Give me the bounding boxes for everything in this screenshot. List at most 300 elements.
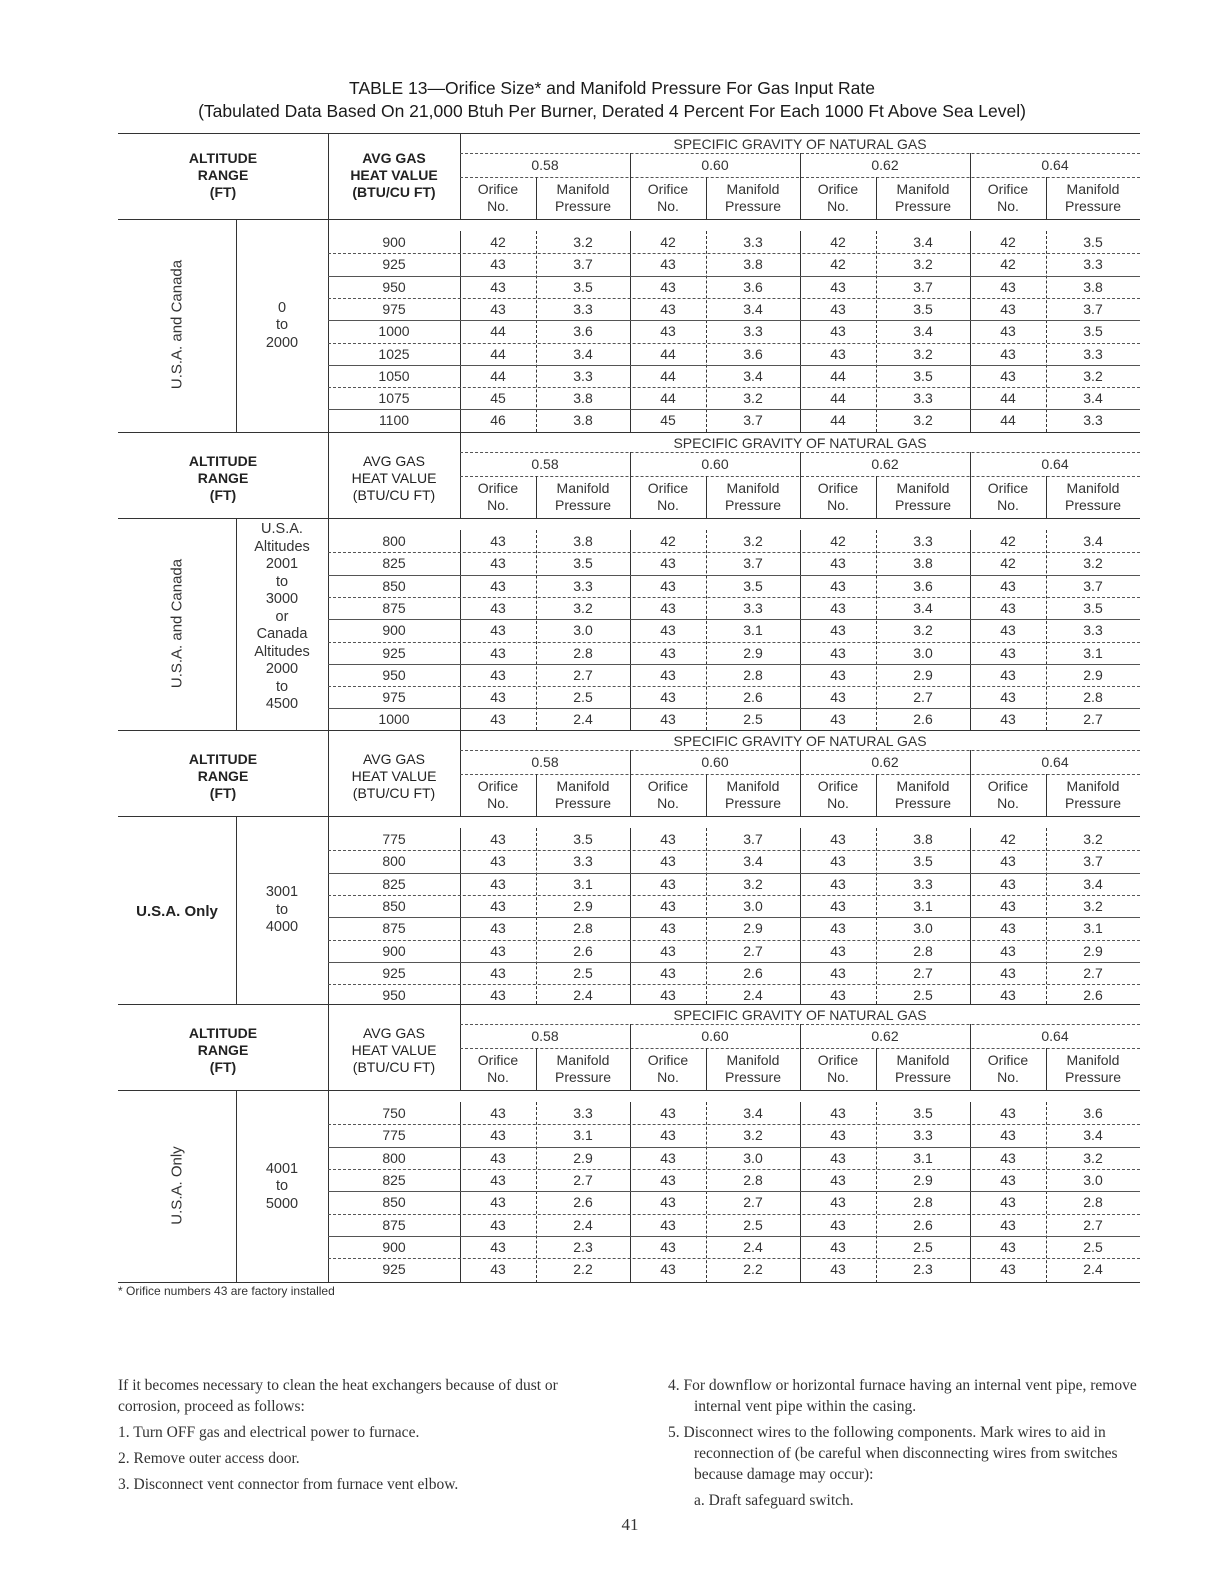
manifold-pressure-cell: 3.5 (913, 853, 933, 870)
orifice-cell: 43 (660, 987, 676, 1004)
manifold-pressure-cell: 2.7 (743, 942, 763, 959)
step-3: 3. Disconnect vent connector from furnace vent elbow. (118, 1476, 459, 1493)
orifice-cell: 43 (830, 1261, 846, 1278)
manifold-pressure-cell: 2.9 (1083, 666, 1103, 683)
manifold-pressure-cell: 3.2 (1083, 831, 1103, 847)
manifold-pressure-cell: 3.7 (1083, 577, 1103, 594)
orifice-cell: 42 (830, 533, 846, 549)
gravity-value: 0.62 (871, 456, 899, 472)
manifold-pressure-cell: 3.4 (1083, 533, 1103, 549)
altitude-range-line: 5000 (265, 1195, 299, 1212)
manifold-pressure-cell: 2.9 (913, 1171, 933, 1188)
orifice-subheader-line: Orifice (477, 1052, 519, 1068)
table-section (118, 1004, 1140, 1283)
manifold-subheader (536, 1052, 630, 1086)
manifold-pressure-cell: 3.1 (573, 875, 593, 892)
altitude-header-line: ALTITUDE (188, 751, 258, 767)
orifice-cell: 43 (830, 278, 846, 295)
orifice-cell: 43 (1000, 622, 1016, 639)
orifice-subheader-line: Orifice (647, 1052, 689, 1068)
manifold-pressure-cell: 3.2 (573, 234, 593, 250)
page-number: 41 (621, 1515, 639, 1534)
altitude-range-line: to (275, 901, 289, 918)
gravity-value: 0.58 (531, 754, 559, 770)
manifold-pressure-cell: 3.8 (913, 555, 933, 572)
orifice-cell: 43 (660, 1149, 676, 1166)
altitude-header-line: RANGE (197, 1042, 249, 1058)
manifold-subheader (1046, 1052, 1140, 1086)
gravity-value: 0.62 (871, 157, 899, 173)
orifice-cell: 44 (490, 367, 506, 384)
manifold-pressure-cell: 3.3 (1083, 256, 1103, 273)
gravity-value: 0.58 (531, 1028, 559, 1044)
gravity-value: 0.58 (531, 456, 559, 472)
manifold-subheader-line: Manifold (726, 1052, 780, 1068)
heat-value-cell: 900 (382, 1238, 406, 1255)
orifice-cell: 43 (830, 942, 846, 959)
orifice-cell: 43 (830, 897, 846, 914)
orifice-cell: 43 (490, 599, 506, 616)
manifold-pressure-cell: 2.9 (573, 1149, 593, 1166)
step-5a: a. Draft safeguard switch. (694, 1492, 854, 1509)
altitude-range-line: Altitudes (254, 538, 310, 555)
orifice-cell: 43 (490, 853, 506, 870)
altitude-range-line: to (275, 678, 289, 695)
manifold-pressure-cell: 3.3 (1083, 622, 1103, 639)
orifice-cell: 43 (1000, 1105, 1016, 1121)
orifice-subheader-line: Orifice (987, 778, 1029, 794)
altitude-header-line: RANGE (197, 167, 249, 183)
specific-gravity-heading: SPECIFIC GRAVITY OF NATURAL GAS (673, 435, 927, 451)
manifold-pressure-cell: 2.9 (1083, 942, 1103, 959)
orifice-subheader-line: Orifice (817, 1052, 859, 1068)
orifice-cell: 43 (830, 1149, 846, 1166)
heat-header-line: (BTU/CU FT) (352, 1059, 436, 1075)
manifold-pressure-cell: 3.5 (573, 831, 593, 847)
manifold-pressure-cell: 3.7 (573, 256, 593, 273)
orifice-cell: 43 (660, 278, 676, 295)
gravity-value: 0.64 (1041, 754, 1069, 770)
manifold-pressure-cell: 3.6 (913, 577, 933, 594)
orifice-cell: 43 (1000, 1149, 1016, 1166)
orifice-cell: 43 (490, 644, 506, 661)
orifice-subheader (630, 778, 706, 812)
section-data (118, 816, 1140, 1004)
orifice-cell: 43 (830, 1238, 846, 1255)
orifice-cell: 43 (660, 942, 676, 959)
manifold-subheader-line: Pressure (894, 198, 952, 214)
orifice-subheader (630, 181, 706, 215)
orifice-cell: 43 (490, 897, 506, 914)
manifold-pressure-cell: 3.4 (1083, 1127, 1103, 1144)
manifold-pressure-cell: 3.2 (573, 599, 593, 616)
orifice-cell: 43 (1000, 1127, 1016, 1144)
orifice-cell: 42 (830, 256, 846, 273)
orifice-cell: 43 (1000, 987, 1016, 1004)
altitude-header-line: ALTITUDE (188, 1025, 258, 1041)
manifold-subheader-line: Pressure (1064, 497, 1122, 513)
section-header (118, 133, 1140, 219)
manifold-pressure-cell: 3.3 (1083, 345, 1103, 362)
manifold-pressure-cell: 3.2 (1083, 897, 1103, 914)
orifice-subheader-line: No. (487, 1069, 509, 1085)
manifold-pressure-cell: 3.5 (1083, 234, 1103, 250)
manifold-pressure-cell: 2.8 (1083, 1194, 1103, 1211)
heat-value-cell: 775 (382, 831, 406, 847)
manifold-pressure-cell: 3.2 (743, 1127, 763, 1144)
orifice-cell: 43 (1000, 1238, 1016, 1255)
orifice-subheader-line: No. (997, 795, 1019, 811)
orifice-cell: 43 (830, 964, 846, 981)
manifold-pressure-cell: 3.4 (573, 345, 593, 362)
orifice-cell: 43 (1000, 323, 1016, 340)
manifold-pressure-cell: 2.9 (743, 644, 763, 661)
manifold-pressure-cell: 3.3 (913, 533, 933, 549)
heat-value-cell: 850 (382, 577, 406, 594)
orifice-subheader (970, 778, 1046, 812)
manifold-pressure-cell: 3.3 (573, 853, 593, 870)
orifice-cell: 43 (490, 1261, 506, 1278)
orifice-cell: 42 (1000, 234, 1016, 250)
manifold-pressure-cell: 3.0 (1083, 1171, 1103, 1188)
orifice-cell: 43 (660, 964, 676, 981)
orifice-cell: 43 (1000, 942, 1016, 959)
altitude-header (118, 453, 328, 504)
manifold-subheader-line: Manifold (556, 480, 610, 496)
orifice-cell: 43 (1000, 666, 1016, 683)
manifold-pressure-cell: 2.7 (573, 666, 593, 683)
manifold-pressure-cell: 2.2 (573, 1261, 593, 1278)
manifold-pressure-cell: 3.2 (913, 412, 933, 429)
orifice-cell: 44 (830, 412, 846, 429)
heat-value-cell: 1075 (378, 390, 410, 407)
orifice-cell: 43 (830, 711, 846, 728)
altitude-header-line: RANGE (197, 470, 249, 486)
orifice-cell: 43 (660, 1261, 676, 1278)
orifice-subheader (800, 480, 876, 514)
orifice-cell: 43 (1000, 964, 1016, 981)
heat-value-cell: 1100 (378, 412, 410, 429)
orifice-subheader (630, 1052, 706, 1086)
heat-value-cell: 925 (382, 1261, 406, 1278)
manifold-pressure-cell: 2.2 (743, 1261, 763, 1278)
manifold-subheader-line: Pressure (1064, 795, 1122, 811)
altitude-range-line: 3000 (265, 591, 299, 607)
orifice-cell: 43 (660, 875, 676, 892)
manifold-pressure-cell: 3.0 (913, 920, 933, 937)
orifice-cell: 43 (490, 622, 506, 639)
manifold-pressure-cell: 2.4 (743, 1238, 763, 1255)
orifice-subheader-line: No. (827, 1069, 849, 1085)
manifold-subheader-line: Pressure (894, 795, 952, 811)
heat-value-cell: 950 (382, 987, 406, 1004)
table-section (118, 432, 1140, 730)
orifice-cell: 43 (830, 577, 846, 594)
orifice-cell: 43 (660, 1127, 676, 1144)
manifold-pressure-cell: 2.3 (913, 1261, 933, 1278)
orifice-cell: 43 (490, 1238, 506, 1255)
orifice-subheader (460, 778, 536, 812)
altitude-header-line: ALTITUDE (188, 150, 258, 166)
orifice-cell: 44 (490, 345, 506, 362)
manifold-pressure-cell: 3.5 (573, 555, 593, 572)
heat-value-cell: 950 (382, 666, 406, 683)
orifice-subheader-line: No. (827, 795, 849, 811)
orifice-subheader-line: Orifice (647, 480, 689, 496)
divider (328, 1005, 329, 1090)
orifice-cell: 43 (660, 1105, 676, 1121)
orifice-subheader (460, 1052, 536, 1086)
manifold-pressure-cell: 3.6 (743, 278, 763, 295)
orifice-cell: 43 (1000, 1171, 1016, 1188)
orifice-cell: 42 (660, 533, 676, 549)
orifice-cell: 43 (830, 644, 846, 661)
manifold-pressure-cell: 3.4 (743, 300, 763, 317)
manifold-pressure-cell: 3.5 (1083, 599, 1103, 616)
manifold-pressure-cell: 2.7 (573, 1171, 593, 1188)
heat-value-cell: 1000 (378, 323, 410, 340)
manifold-pressure-cell: 2.6 (1083, 987, 1103, 1004)
manifold-pressure-cell: 3.7 (743, 555, 763, 572)
orifice-subheader-line: Orifice (817, 778, 859, 794)
orifice-cell: 46 (490, 412, 506, 429)
orifice-cell: 43 (1000, 875, 1016, 892)
manifold-pressure-cell: 2.6 (913, 711, 933, 728)
manifold-pressure-cell: 3.7 (1083, 300, 1103, 317)
step-1: 1. Turn OFF gas and electrical power to furnace. (118, 1424, 420, 1441)
orifice-cell: 44 (1000, 412, 1016, 429)
orifice-cell: 43 (490, 987, 506, 1004)
manifold-subheader (536, 480, 630, 514)
section-header (118, 432, 1140, 518)
heat-value-cell: 800 (382, 1149, 406, 1166)
orifice-cell: 43 (830, 345, 846, 362)
manifold-pressure-cell: 3.1 (743, 622, 763, 639)
orifice-subheader-line: Orifice (817, 181, 859, 197)
manifold-pressure-cell: 2.6 (743, 964, 763, 981)
heat-header-line: AVG GAS (363, 453, 425, 469)
manifold-pressure-cell: 2.5 (573, 689, 593, 706)
gravity-value: 0.64 (1041, 157, 1069, 173)
manifold-pressure-cell: 3.6 (1083, 1105, 1103, 1121)
altitude-range (236, 300, 328, 353)
heat-header-line: HEAT VALUE (351, 1042, 437, 1058)
manifold-subheader (1046, 480, 1140, 514)
manifold-subheader (536, 181, 630, 215)
region-label: U.S.A. Only (168, 1146, 186, 1225)
manifold-subheader-line: Manifold (896, 1052, 950, 1068)
manifold-pressure-cell: 2.7 (1083, 1216, 1103, 1233)
orifice-subheader (800, 181, 876, 215)
altitude-range-line: 2000 (265, 661, 299, 677)
heat-value-cell: 950 (382, 278, 406, 295)
manifold-pressure-cell: 3.2 (743, 390, 763, 407)
manifold-pressure-cell: 3.3 (743, 323, 763, 340)
manifold-pressure-cell: 3.5 (913, 367, 933, 384)
orifice-cell: 43 (830, 323, 846, 340)
orifice-cell: 43 (490, 1171, 506, 1188)
manifold-pressure-cell: 3.3 (573, 577, 593, 594)
step-2: 2. Remove outer access door. (118, 1450, 300, 1467)
manifold-pressure-cell: 2.5 (1083, 1238, 1103, 1255)
manifold-subheader-line: Pressure (554, 795, 612, 811)
manifold-subheader-line: Manifold (726, 480, 780, 496)
heat-value-cell: 975 (382, 689, 406, 706)
heat-value-cell: 1050 (378, 367, 410, 384)
orifice-subheader-line: No. (487, 198, 509, 214)
orifice-cell: 43 (1000, 644, 1016, 661)
orifice-cell: 43 (830, 1127, 846, 1144)
manifold-subheader-line: Pressure (724, 1069, 782, 1085)
orifice-cell: 43 (1000, 1261, 1016, 1278)
orifice-cell: 43 (830, 831, 846, 847)
heat-value-cell: 875 (382, 920, 406, 937)
manifold-subheader (706, 1052, 800, 1086)
orifice-cell: 43 (830, 875, 846, 892)
orifice-subheader-line: Orifice (477, 181, 519, 197)
orifice-cell: 43 (830, 599, 846, 616)
heat-header-line: AVG GAS (363, 1025, 425, 1041)
orifice-cell: 43 (490, 577, 506, 594)
manifold-pressure-cell: 3.2 (743, 875, 763, 892)
orifice-cell: 43 (830, 1171, 846, 1188)
orifice-cell: 43 (490, 300, 506, 317)
orifice-cell: 43 (1000, 711, 1016, 728)
orifice-cell: 43 (490, 875, 506, 892)
heat-value-cell: 975 (382, 300, 406, 317)
gravity-value: 0.60 (701, 157, 729, 173)
manifold-subheader (706, 181, 800, 215)
orifice-cell: 44 (660, 390, 676, 407)
specific-gravity-heading: SPECIFIC GRAVITY OF NATURAL GAS (673, 136, 927, 152)
heat-value-cell: 900 (382, 622, 406, 639)
manifold-pressure-cell: 3.1 (1083, 644, 1103, 661)
intro-paragraph: If it becomes necessary to clean the heat exchangers because of dust or corrosion, proceed as follows: (118, 1377, 558, 1415)
section-header (118, 1004, 1140, 1090)
heat-header (332, 150, 456, 201)
manifold-pressure-cell: 3.6 (743, 345, 763, 362)
orifice-cell: 44 (660, 345, 676, 362)
body-left-column (118, 1375, 596, 1500)
altitude-header-line: (FT) (209, 184, 237, 200)
orifice-subheader-line: Orifice (987, 181, 1029, 197)
manifold-pressure-cell: 2.6 (913, 1216, 933, 1233)
orifice-cell: 43 (660, 920, 676, 937)
manifold-pressure-cell: 3.2 (913, 345, 933, 362)
manifold-pressure-cell: 2.9 (743, 920, 763, 937)
manifold-pressure-cell: 3.3 (913, 1127, 933, 1144)
heat-header-line: AVG GAS (362, 150, 426, 166)
manifold-pressure-cell: 2.4 (573, 1216, 593, 1233)
manifold-pressure-cell: 3.2 (1083, 555, 1103, 572)
heat-header-line: (BTU/CU FT) (352, 184, 436, 200)
manifold-pressure-cell: 2.5 (913, 987, 933, 1004)
orifice-cell: 43 (490, 831, 506, 847)
orifice-cell: 43 (1000, 577, 1016, 594)
footnote: * Orifice numbers 43 are factory installed (118, 1282, 1140, 1298)
heat-value-cell: 875 (382, 1216, 406, 1233)
orifice-subheader-line: No. (487, 497, 509, 513)
orifice-subheader (970, 480, 1046, 514)
manifold-pressure-cell: 3.5 (1083, 323, 1103, 340)
orifice-cell: 43 (660, 689, 676, 706)
orifice-cell: 43 (660, 644, 676, 661)
orifice-cell: 43 (490, 533, 506, 549)
orifice-cell: 43 (660, 897, 676, 914)
manifold-subheader (876, 480, 970, 514)
manifold-pressure-cell: 2.9 (913, 666, 933, 683)
divider (328, 433, 329, 518)
orifice-cell: 42 (490, 234, 506, 250)
section-data (118, 219, 1140, 432)
manifold-pressure-cell: 2.5 (913, 1238, 933, 1255)
altitude-range-line: Altitudes (254, 643, 310, 660)
manifold-pressure-cell: 3.0 (743, 1149, 763, 1166)
gravity-value: 0.60 (701, 754, 729, 770)
manifold-subheader-line: Pressure (894, 497, 952, 513)
heat-value-cell: 850 (382, 1194, 406, 1211)
heat-header-line: (BTU/CU FT) (352, 487, 436, 503)
manifold-pressure-cell: 3.7 (1083, 853, 1103, 870)
orifice-cell: 42 (1000, 256, 1016, 273)
orifice-cell: 43 (660, 323, 676, 340)
orifice-cell: 43 (490, 555, 506, 572)
manifold-pressure-cell: 3.5 (573, 278, 593, 295)
manifold-pressure-cell: 3.1 (913, 1149, 933, 1166)
altitude-header-line: (FT) (209, 785, 237, 801)
heat-value-cell: 825 (382, 875, 406, 892)
heat-value-cell: 825 (382, 555, 406, 572)
manifold-pressure-cell: 2.6 (573, 942, 593, 959)
orifice-cell: 45 (490, 390, 506, 407)
manifold-pressure-cell: 3.4 (743, 853, 763, 870)
manifold-subheader (706, 480, 800, 514)
orifice-cell: 43 (1000, 689, 1016, 706)
orifice-cell: 43 (1000, 367, 1016, 384)
manifold-subheader-line: Pressure (894, 1069, 952, 1085)
manifold-pressure-cell: 2.8 (913, 942, 933, 959)
step-5: 5. Disconnect wires to the following components. Mark wires to aid in reconnection of (be careful when disconnecting wires from switches because damage may occur): (668, 1424, 1118, 1483)
manifold-subheader-line: Pressure (554, 1069, 612, 1085)
altitude-header-line: RANGE (197, 768, 249, 784)
manifold-pressure-cell: 2.6 (743, 689, 763, 706)
manifold-subheader-line: Pressure (554, 198, 612, 214)
orifice-cell: 44 (660, 367, 676, 384)
altitude-range-line: to (275, 573, 289, 590)
orifice-subheader-line: Orifice (647, 778, 689, 794)
manifold-pressure-cell: 3.4 (913, 234, 933, 250)
manifold-pressure-cell: 3.4 (743, 1105, 763, 1121)
manifold-pressure-cell: 2.7 (1083, 711, 1103, 728)
orifice-cell: 43 (1000, 278, 1016, 295)
orifice-subheader-line: Orifice (477, 480, 519, 496)
step-4: 4. For downflow or horizontal furnace having an internal vent pipe, remove internal vent pipe within the casing. (668, 1377, 1137, 1415)
region-label: U.S.A. Only (136, 902, 218, 920)
orifice-cell: 43 (490, 1194, 506, 1211)
altitude-range-line: 4000 (265, 919, 299, 936)
manifold-pressure-cell: 3.6 (573, 323, 593, 340)
orifice-cell: 43 (660, 1238, 676, 1255)
heat-value-cell: 1025 (378, 345, 410, 362)
section-data (118, 518, 1140, 730)
heat-value-cell: 925 (382, 964, 406, 981)
altitude-range-line: U.S.A. (261, 521, 303, 537)
manifold-pressure-cell: 3.2 (913, 256, 933, 273)
manifold-pressure-cell: 2.4 (573, 987, 593, 1004)
manifold-pressure-cell: 3.3 (743, 599, 763, 616)
heat-value-cell: 775 (382, 1127, 406, 1144)
table-section (118, 730, 1140, 1004)
